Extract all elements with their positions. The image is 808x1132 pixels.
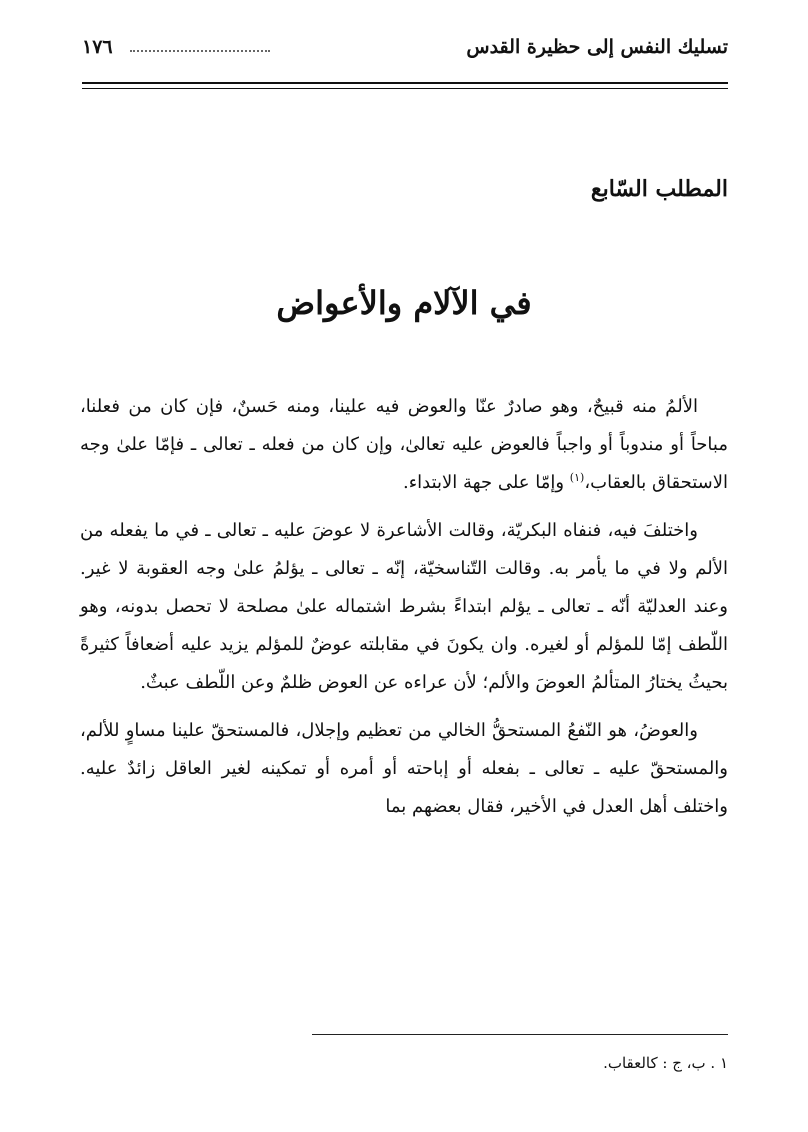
paragraph-2: واختلفَ فيه، فنفاه البكريّة، وقالت الأشاعرة لا عوضَ عليه ـ تعالى ـ في ما يفعله من الألم ولا في ما يأمر به. وقالت التّناسخيّة، إنّه ـ تعالى ـ يؤلمُ علىٰ وجه العقوبة لا غير. وعند العدليّة أنّه ـ تعالى ـ يؤلم ابتداءً بشرط اشتماله علىٰ مصلحة لا تحصل بدونه، وهو اللّطف إمّا للمؤلم أو لغيره. وان يكونَ في مقابلته عوضٌ للمؤلم يزيد عليه أضعافاً كثيرةً بحيثُ يختارُ المتألمُ العوضَ والألم؛ لأن عراءه عن العوض ظلمٌ وعن اللّطف عبثٌ. bbox=[80, 520, 728, 693]
footnote-separator bbox=[312, 1034, 728, 1035]
paragraph-3: والعوضُ، هو النّفعُ المستحقُّ الخالي من تعظيم وإجلال، فالمستحقّ علينا مساوٍ للألم، والمستحقّ عليه ـ تعالى ـ بفعله أو إباحته أو أمره أو تمكينه لغير العاقل زائدٌ عليه. واختلف أهل العدل في الأخير، فقال بعضهم بما bbox=[80, 720, 728, 817]
body-text bbox=[80, 388, 728, 836]
header-leader-dots bbox=[130, 50, 270, 52]
page-number: ١٧٦ bbox=[82, 36, 113, 58]
header-rule-thin bbox=[82, 88, 728, 89]
footnote-reference: (١) bbox=[569, 471, 585, 484]
running-header bbox=[82, 36, 728, 76]
section-label: المطلب السّابع bbox=[590, 176, 728, 202]
footnote: ١ . ب، ج : كالعقاب. bbox=[603, 1054, 728, 1072]
paragraph-1-text: الألمُ منه قبيحٌ، وهو صادرٌ عنّا والعوض فيه علينا، ومنه حَسنٌ، فإن كان من فعلنا، مباحاً أو مندوباً أو واجباً فالعوض عليه تعالىٰ، وإن كان من فعله ـ تعالى ـ فإمّا علىٰ وجه الاستحقاق بالعقاب، bbox=[80, 396, 728, 493]
chapter-title: في الآلام والأعواض bbox=[276, 284, 532, 322]
header-rule-thick bbox=[82, 82, 728, 84]
paragraph-1 bbox=[80, 388, 728, 502]
running-header-title: تسليك النفس إلى حظيرة القدس bbox=[466, 36, 728, 58]
paragraph-1-text-end: وإمّا على جهة الابتداء. bbox=[402, 472, 570, 493]
